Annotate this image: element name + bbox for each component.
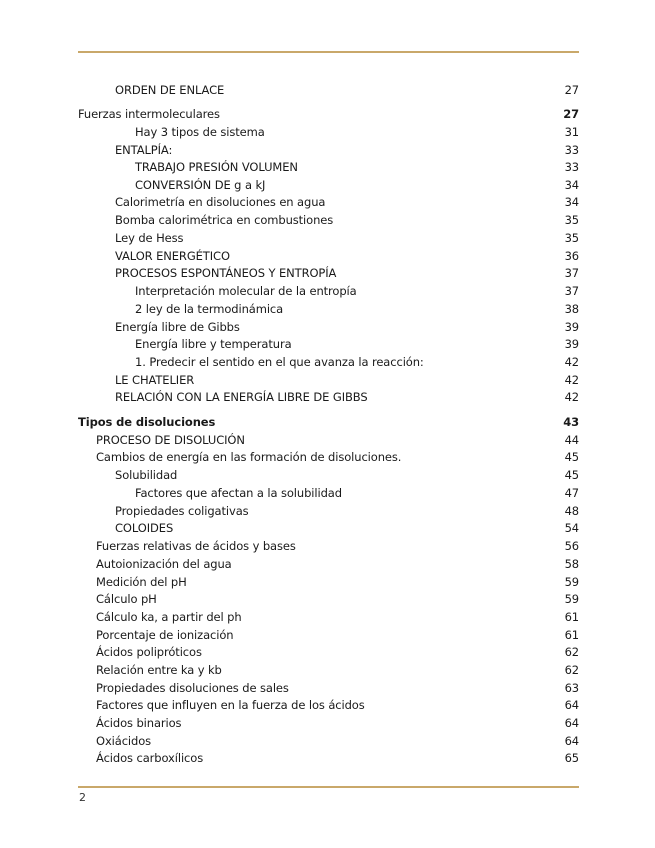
toc-entry[interactable] [78, 247, 579, 265]
toc-entry-title: Energía libre de Gibbs [115, 320, 240, 334]
toc-entry-page: 33 [564, 160, 579, 174]
toc-entry[interactable] [78, 371, 579, 389]
toc-entry-page: 65 [564, 751, 579, 765]
toc-entry[interactable] [78, 643, 579, 661]
toc-entry-title: 2 ley de la termodinámica [135, 302, 284, 316]
toc-entry-title: PROCESOS ESPONTÁNEOS Y ENTROPÍA [115, 266, 337, 280]
toc-entry[interactable] [78, 484, 579, 502]
toc-entry-title: Propiedades disoluciones de sales [96, 681, 289, 695]
toc-entry-title: Ácidos carboxílicos [96, 751, 204, 765]
toc-entry-title: Hay 3 tipos de sistema [135, 125, 265, 139]
toc-entry-page: 27 [563, 107, 579, 121]
toc-entry-title: Medición del pH [96, 575, 187, 589]
toc-entry-page: 64 [564, 698, 579, 712]
toc-entry-title: ENTALPÍA: [115, 143, 173, 157]
toc-entry-title: Bomba calorimétrica en combustiones [115, 213, 334, 227]
toc-entry[interactable] [78, 211, 579, 229]
toc-entry-title: Oxiácidos [96, 734, 152, 748]
toc-entry-title: Tipos de disoluciones [78, 415, 216, 429]
toc-entry-title: Solubilidad [115, 468, 178, 482]
toc-entry-title: Ácidos binarios [96, 716, 182, 730]
toc-entry-title: 1. Predecir el sentido en el que avanza la reacción: [135, 355, 424, 369]
toc-entry-title: COLOIDES [115, 521, 174, 535]
toc-entry[interactable] [78, 193, 579, 211]
toc-entry-title: Ácidos polipróticos [96, 645, 202, 659]
toc-entry-page: 44 [564, 433, 579, 447]
toc-entry-title: Ley de Hess [115, 231, 184, 245]
toc-entry[interactable] [78, 264, 579, 282]
toc-entry[interactable] [78, 141, 579, 159]
toc-entry-title: VALOR ENERGÉTICO [115, 249, 230, 263]
toc-entry-title: Autoionización del agua [96, 557, 232, 571]
toc-entry-page: 37 [564, 284, 579, 298]
toc-entry-page: 54 [564, 521, 579, 535]
toc-entry[interactable] [78, 318, 579, 336]
toc-entry[interactable] [78, 282, 579, 300]
toc-entry-title: ORDEN DE ENLACE [115, 83, 225, 97]
toc-entry-page: 39 [564, 320, 579, 334]
toc-entry-title: Calorimetría en disoluciones en agua [115, 195, 326, 209]
toc-entry-title: Factores que afectan a la solubilidad [135, 486, 342, 500]
toc-entry-title: Porcentaje de ionización [96, 628, 234, 642]
toc-entry[interactable] [78, 431, 579, 449]
toc-entry[interactable] [78, 519, 579, 537]
toc-entry-page: 42 [564, 390, 579, 404]
toc-entry[interactable] [78, 176, 579, 194]
toc-entry[interactable] [78, 105, 579, 123]
toc-entry[interactable] [78, 502, 579, 520]
toc-entry-page: 45 [564, 468, 579, 482]
toc-entry-title: RELACIÓN CON LA ENERGÍA LIBRE DE GIBBS [115, 390, 368, 404]
toc-entry[interactable] [78, 573, 579, 591]
toc-entry-title: Cálculo ka, a partir del ph [96, 610, 242, 624]
toc-entry-page: 42 [564, 355, 579, 369]
toc-entry[interactable] [78, 555, 579, 573]
toc-entry[interactable] [78, 696, 579, 714]
toc-entry-page: 45 [564, 450, 579, 464]
toc-entry[interactable] [78, 537, 579, 555]
toc-entry[interactable] [78, 714, 579, 732]
toc-entry-page: 63 [564, 681, 579, 695]
toc-entry-title: Cálculo pH [96, 592, 157, 606]
toc-entry[interactable] [78, 749, 579, 767]
toc-entry-page: 59 [564, 592, 579, 606]
toc-entry-title: CONVERSIÓN DE g a kJ [135, 178, 266, 192]
toc-entry-page: 64 [564, 716, 579, 730]
toc-entry-page: 48 [564, 504, 579, 518]
toc-entry-page: 59 [564, 575, 579, 589]
toc-entry[interactable] [78, 466, 579, 484]
toc-entry[interactable] [78, 732, 579, 750]
toc-entry[interactable] [78, 123, 579, 141]
toc-entry[interactable] [78, 353, 579, 371]
toc-entry[interactable] [78, 229, 579, 247]
toc-entry-title: Factores que influyen en la fuerza de los ácidos [96, 698, 365, 712]
toc-entry[interactable] [78, 158, 579, 176]
toc-entry-title: Propiedades coligativas [115, 504, 249, 518]
toc-entry-title: Fuerzas relativas de ácidos y bases [96, 539, 296, 553]
page-number: 2 [79, 791, 86, 804]
toc-entry-page: 61 [564, 628, 579, 642]
toc-entry[interactable] [78, 661, 579, 679]
toc-entry-page: 62 [564, 645, 579, 659]
toc-entry-page: 35 [564, 231, 579, 245]
toc-entry-page: 42 [564, 373, 579, 387]
toc-entry-page: 34 [564, 178, 579, 192]
toc-entry[interactable] [78, 590, 579, 608]
toc-entry[interactable] [78, 81, 579, 99]
toc-entry-title: Interpretación molecular de la entropía [135, 284, 357, 298]
toc-entry-page: 47 [564, 486, 579, 500]
toc-entry-page: 34 [564, 195, 579, 209]
toc-entry[interactable] [78, 448, 579, 466]
toc-entry-page: 36 [564, 249, 579, 263]
toc-entry-page: 56 [564, 539, 579, 553]
header-rule [78, 51, 579, 53]
toc-entry[interactable] [78, 679, 579, 697]
toc-entry[interactable] [78, 608, 579, 626]
toc-entry[interactable] [78, 413, 579, 431]
toc-entry-page: 58 [564, 557, 579, 571]
toc-entry-page: 62 [564, 663, 579, 677]
footer-rule [78, 786, 579, 788]
toc-entry[interactable] [78, 335, 579, 353]
toc-entry-title: PROCESO DE DISOLUCIÓN [96, 433, 245, 447]
toc-entry-page: 43 [563, 415, 579, 429]
toc-entry-page: 27 [564, 83, 579, 97]
toc-entry-title: Cambios de energía en las formación de disoluciones. [96, 450, 402, 464]
toc-entry-page: 61 [564, 610, 579, 624]
toc-entry-title: Relación entre ka y kb [96, 663, 222, 677]
toc-entry-page: 35 [564, 213, 579, 227]
toc-entry-page: 39 [564, 337, 579, 351]
toc-entry-title: LE CHATELIER [115, 373, 195, 387]
toc-entry-page: 37 [564, 266, 579, 280]
toc-entry[interactable] [78, 300, 579, 318]
toc-entry-page: 38 [564, 302, 579, 316]
toc-entry-page: 64 [564, 734, 579, 748]
toc-entry-title: Energía libre y temperatura [135, 337, 292, 351]
toc-entry-page: 31 [564, 125, 579, 139]
toc-entry-title: TRABAJO PRESIÓN VOLUMEN [135, 160, 298, 174]
toc-entry-page: 33 [564, 143, 579, 157]
toc-entry[interactable] [78, 388, 579, 406]
toc-entry[interactable] [78, 626, 579, 644]
toc-entry-title: Fuerzas intermoleculares [78, 107, 220, 121]
